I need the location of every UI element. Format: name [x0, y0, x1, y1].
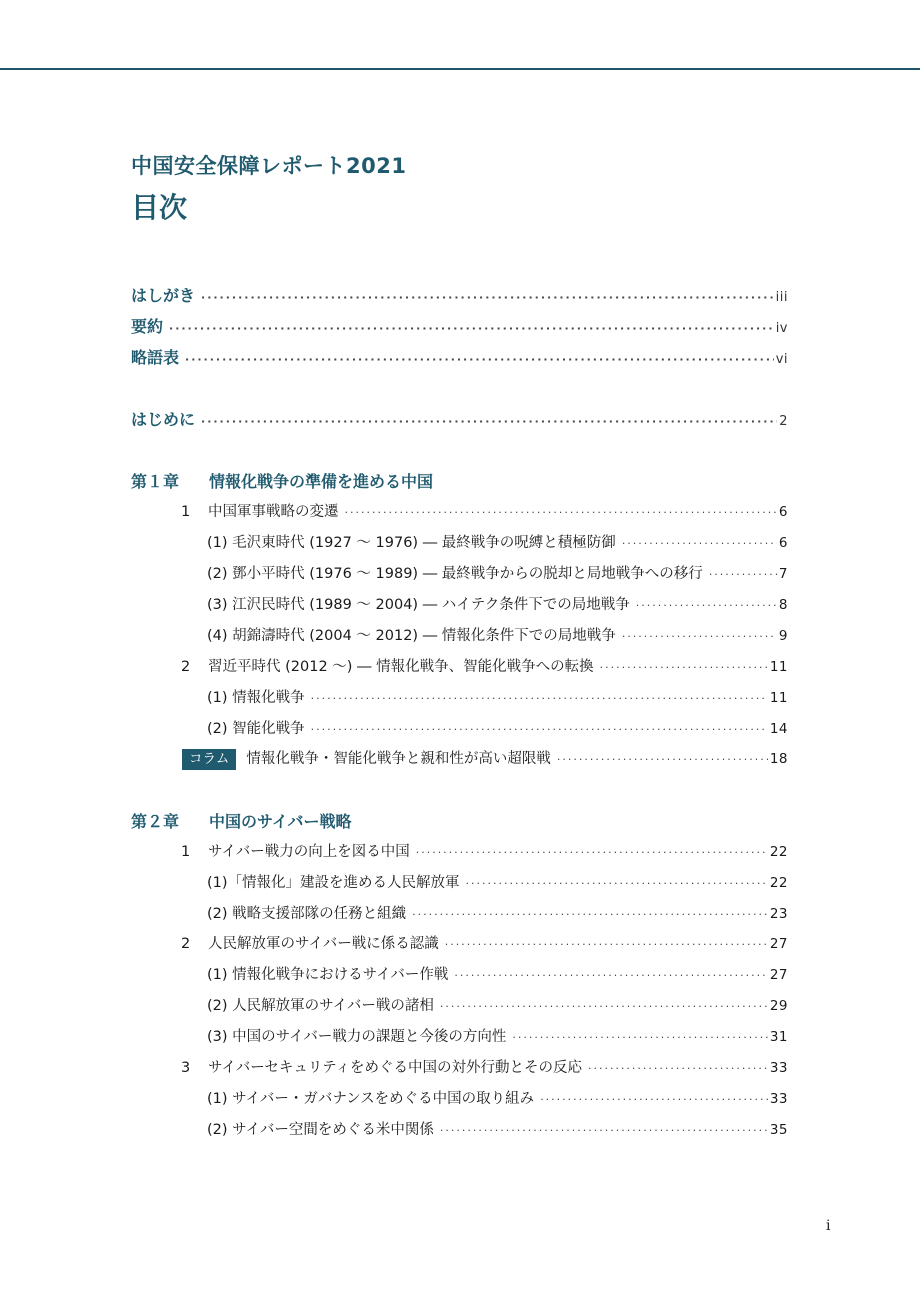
subsection-title: (3) 江沢民時代 (1989 ～ 2004) ― ハイテク条件下での局地戦争: [207, 597, 630, 613]
toc-section[interactable]: [181, 932, 788, 956]
toc-entry-abbreviations[interactable]: [131, 346, 788, 370]
toc-column-entry[interactable]: [182, 747, 788, 771]
chapter-number: 第１章: [131, 472, 180, 491]
subsection-title: (2) サイバー空間をめぐる米中関係: [207, 1122, 434, 1138]
toc-subsection[interactable]: [207, 1118, 788, 1142]
section-number: 1: [181, 504, 191, 520]
dot-leader: [636, 594, 777, 618]
toc-page-number: 18: [769, 751, 788, 767]
toc-entry-introduction[interactable]: [131, 408, 788, 432]
toc-subsection[interactable]: [207, 902, 788, 926]
chapter-1-heading[interactable]: [131, 470, 433, 494]
section-number: 2: [181, 659, 191, 675]
dot-leader: [622, 625, 777, 649]
toc-entry-label: 要約: [131, 317, 164, 336]
dot-leader: [201, 286, 774, 310]
toc-page-number: 9: [778, 628, 788, 644]
toc-page-number: 29: [769, 998, 788, 1014]
toc-page-number: 7: [778, 566, 788, 582]
section-title: 人民解放軍のサイバー戦に係る認識: [208, 936, 439, 952]
subsection-title: (2) 戦略支援部隊の任務と組織: [207, 906, 407, 922]
column-badge: コラム: [182, 749, 236, 770]
subsection-title: (3) 中国のサイバー戦力の課題と今後の方向性: [207, 1029, 507, 1045]
dot-leader: [600, 656, 768, 680]
dot-leader: [345, 501, 777, 525]
chapter-number: 第２章: [131, 812, 180, 831]
toc-entry-preface[interactable]: [131, 284, 788, 308]
subsection-title: (2) 鄧小平時代 (1976 ～ 1989) ― 最終戦争からの脱却と局地戦争への移行: [207, 566, 703, 582]
toc-page-number: 27: [769, 936, 788, 952]
dot-leader: [201, 410, 777, 434]
dot-leader: [540, 1088, 768, 1112]
toc-page-number: 14: [769, 721, 788, 737]
toc-subsection[interactable]: [207, 1087, 788, 1111]
subsection-title: (2) 人民解放軍のサイバー戦の諸相: [207, 998, 434, 1014]
subsection-title: (1) 情報化戦争におけるサイバー作戦: [207, 967, 449, 983]
toc-section[interactable]: [181, 840, 788, 864]
toc-entry-label: はしがき: [131, 286, 196, 305]
top-rule: [0, 68, 920, 70]
toc-page-number: 6: [778, 504, 788, 520]
toc-subsection[interactable]: [207, 593, 788, 617]
section-number: 2: [181, 936, 191, 952]
subsection-title: (4) 胡錦濤時代 (2004 ～ 2012) ― 情報化条件下での局地戦争: [207, 628, 616, 644]
toc-page-number: 31: [769, 1029, 788, 1045]
toc-subsection[interactable]: [207, 531, 788, 555]
document-title: 中国安全保障レポート2021: [131, 154, 407, 178]
subsection-title: (1) 情報化戦争: [207, 690, 305, 706]
page-number: i: [826, 1218, 831, 1234]
toc-page-number: 8: [778, 597, 788, 613]
toc-page-number: 22: [769, 844, 788, 860]
toc-page-number: 11: [769, 690, 788, 706]
dot-leader: [440, 995, 768, 1019]
toc-subsection[interactable]: [207, 994, 788, 1018]
dot-leader: [466, 872, 768, 896]
subsection-title: (1) 毛沢東時代 (1927 ～ 1976) ― 最終戦争の呪縛と積極防御: [207, 535, 616, 551]
toc-page-number: 6: [778, 535, 788, 551]
toc-subsection[interactable]: [207, 871, 788, 895]
toc-page-number: 33: [769, 1091, 788, 1107]
dot-leader: [440, 1119, 768, 1143]
toc-section[interactable]: [181, 655, 788, 679]
toc-entry-label: はじめに: [131, 410, 196, 429]
dot-leader: [445, 933, 768, 957]
dot-leader: [454, 964, 767, 988]
toc-page-number: 27: [769, 967, 788, 983]
section-number: 1: [181, 844, 191, 860]
toc-heading: 目次: [131, 191, 188, 224]
toc-entry-summary[interactable]: [131, 315, 788, 339]
toc-subsection[interactable]: [207, 562, 788, 586]
dot-leader: [311, 687, 768, 711]
subsection-title: (1) サイバー・ガバナンスをめぐる中国の取り組み: [207, 1091, 535, 1107]
toc-page-number: 11: [769, 659, 788, 675]
toc-page-number: iv: [775, 321, 788, 336]
toc-page-number: 35: [769, 1122, 788, 1138]
toc-section[interactable]: [181, 500, 788, 524]
dot-leader: [185, 348, 774, 372]
toc-page-number: 23: [769, 906, 788, 922]
chapter-title: 情報化戦争の準備を進める中国: [209, 472, 434, 491]
toc-subsection[interactable]: [207, 963, 788, 987]
toc-page-number: vi: [775, 352, 788, 367]
dot-leader: [311, 718, 768, 742]
toc-entry-label: 略語表: [131, 348, 180, 367]
dot-leader: [557, 748, 768, 772]
section-title: サイバーセキュリティをめぐる中国の対外行動とその反応: [208, 1060, 582, 1076]
dot-leader: [709, 563, 777, 587]
toc-subsection[interactable]: [207, 1025, 788, 1049]
dot-leader: [512, 1026, 767, 1050]
dot-leader: [412, 903, 768, 927]
section-number: 3: [181, 1060, 191, 1076]
section-title: 中国軍事戦略の変遷: [208, 504, 339, 520]
subsection-title: (2) 智能化戦争: [207, 721, 305, 737]
toc-page-number: 33: [769, 1060, 788, 1076]
toc-subsection[interactable]: [207, 717, 788, 741]
dot-leader: [416, 841, 768, 865]
toc-page-number: 22: [769, 875, 788, 891]
section-title: サイバー戦力の向上を図る中国: [208, 844, 410, 860]
toc-subsection[interactable]: [207, 686, 788, 710]
dot-leader: [588, 1057, 768, 1081]
chapter-title: 中国のサイバー戦略: [209, 812, 352, 831]
chapter-2-heading[interactable]: [131, 810, 352, 834]
subsection-title: (1)「情報化」建設を進める人民解放軍: [207, 875, 460, 891]
dot-leader: [622, 532, 777, 556]
section-title: 習近平時代 (2012 ～) ― 情報化戦争、智能化戦争への転換: [208, 659, 594, 675]
toc-page-number: 2: [779, 414, 788, 429]
dot-leader: [169, 317, 774, 341]
toc-page-number: iii: [775, 290, 788, 305]
toc-section[interactable]: [181, 1056, 788, 1080]
column-title: 情報化戦争・智能化戦争と親和性が高い超限戦: [246, 751, 551, 767]
toc-subsection[interactable]: [207, 624, 788, 648]
